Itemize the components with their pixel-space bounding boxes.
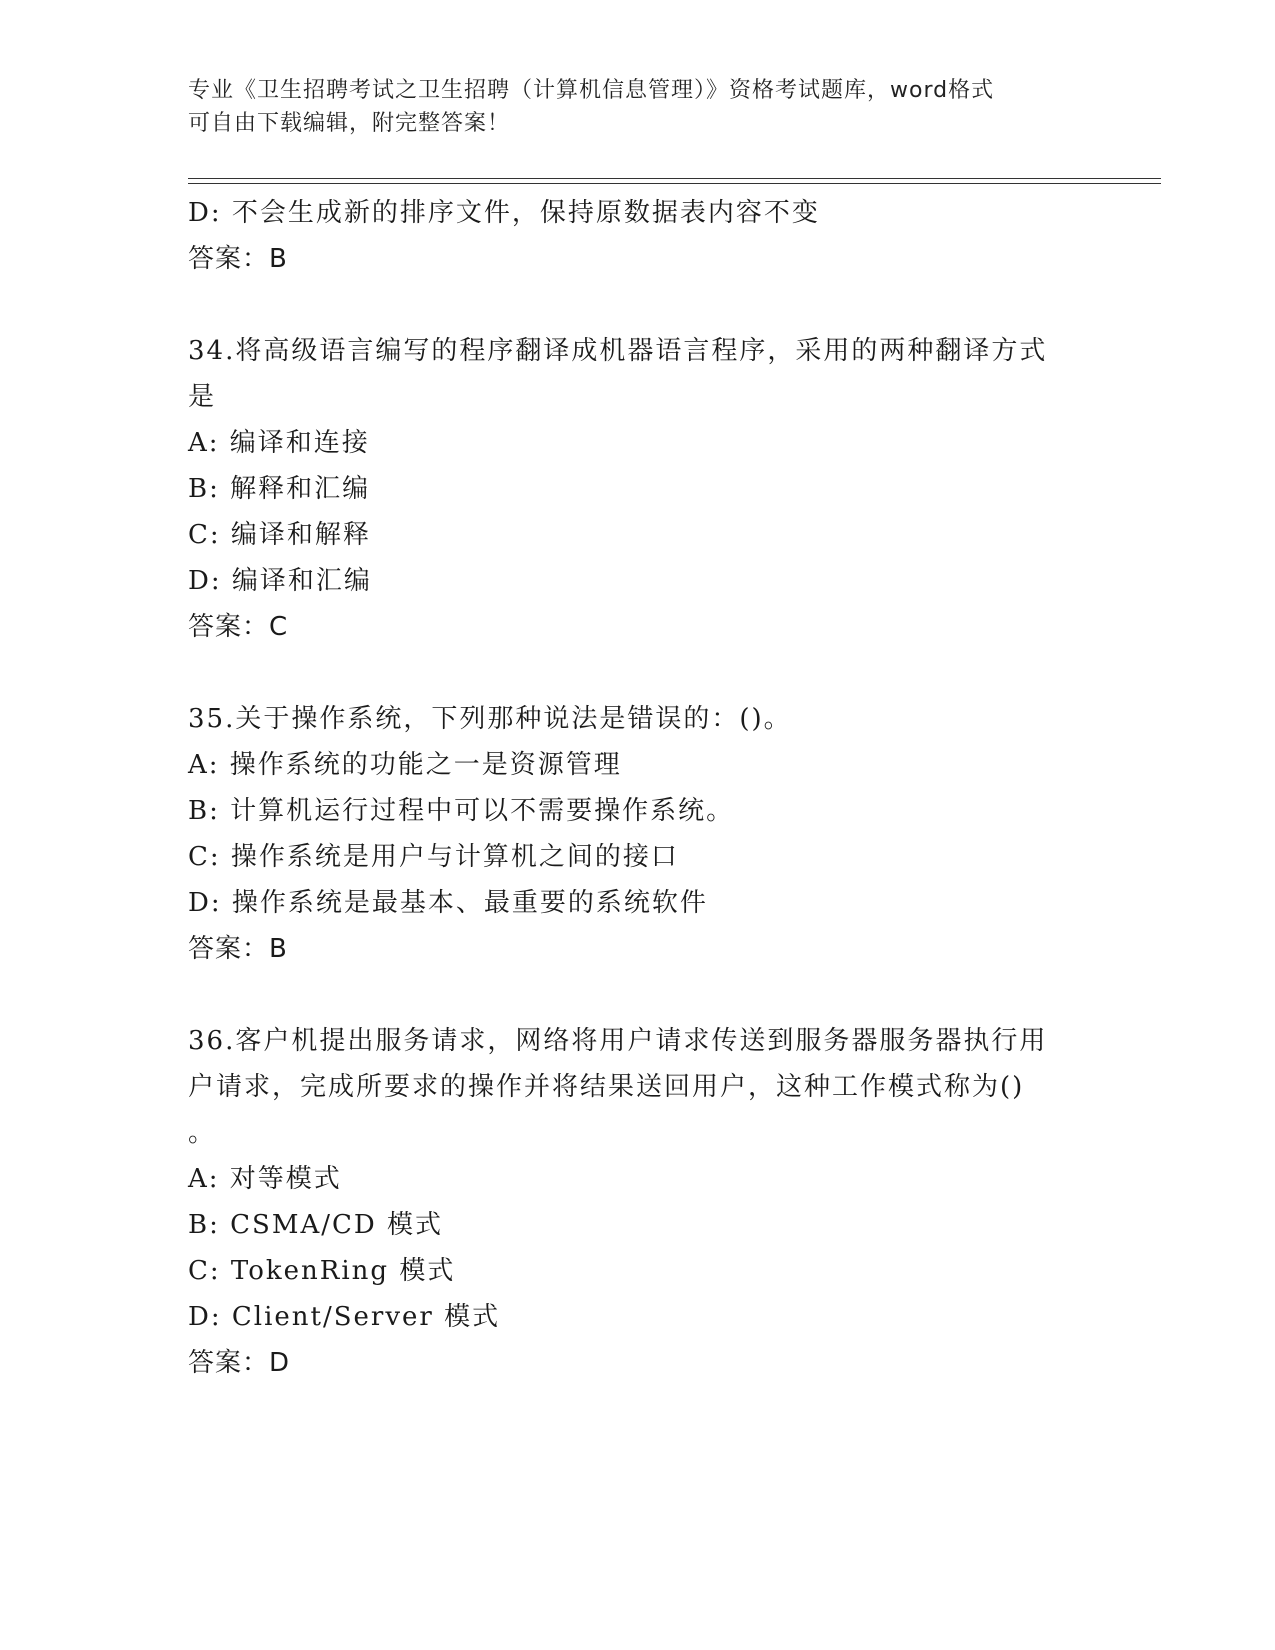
q34-option-c: C: 编译和解释 (188, 520, 371, 550)
prev-option-d: D: 不会生成新的排序文件，保持原数据表内容不变 (188, 198, 820, 228)
q34-answer: 答案：C (188, 612, 289, 642)
header-line-1: 专业《卫生招聘考试之卫生招聘（计算机信息管理）》资格考试题库，word格式 (188, 78, 995, 103)
q36-option-c: C: TokenRing 模式 (188, 1256, 456, 1286)
q36-stem-line-2: 户请求，完成所要求的操作并将结果送回用户，这种工作模式称为() (188, 1072, 1025, 1102)
q36-option-d: D: Client/Server 模式 (188, 1302, 501, 1332)
q34-option-d: D: 编译和汇编 (188, 566, 372, 596)
q36-answer: 答案：D (188, 1348, 291, 1378)
q35-option-c: C: 操作系统是用户与计算机之间的接口 (188, 842, 679, 872)
q36-stem-line-1: 36.客户机提出服务请求，网络将用户请求传送到服务器服务器执行用 (188, 1026, 1048, 1056)
document-body (188, 190, 1088, 1386)
header-rule-bottom (188, 183, 1161, 184)
spacer (188, 650, 1088, 696)
q35-option-a: A: 操作系统的功能之一是资源管理 (188, 750, 622, 780)
q34-stem-line-2: 是 (188, 382, 217, 412)
q35-option-d: D: 操作系统是最基本、最重要的系统软件 (188, 888, 708, 918)
q35-answer: 答案：B (188, 934, 288, 964)
header-line-2: 可自由下载编辑，附完整答案！ (188, 111, 511, 136)
q35-stem: 35.关于操作系统，下列那种说法是错误的：()。 (188, 704, 792, 734)
spacer (188, 972, 1088, 1018)
prev-answer: 答案：B (188, 244, 288, 274)
q36-option-a: A: 对等模式 (188, 1164, 342, 1194)
q36-option-b: B: CSMA/CD 模式 (188, 1210, 443, 1240)
document-header (188, 74, 1078, 140)
q34-stem-line-1: 34.将高级语言编写的程序翻译成机器语言程序，采用的两种翻译方式 (188, 336, 1048, 366)
spacer (188, 282, 1088, 328)
q34-option-b: B: 解释和汇编 (188, 474, 371, 504)
q35-option-b: B: 计算机运行过程中可以不需要操作系统。 (188, 796, 735, 826)
header-rule-top (188, 178, 1161, 179)
q36-stem-line-3: 。 (188, 1118, 217, 1148)
q34-option-a: A: 编译和连接 (188, 428, 370, 458)
